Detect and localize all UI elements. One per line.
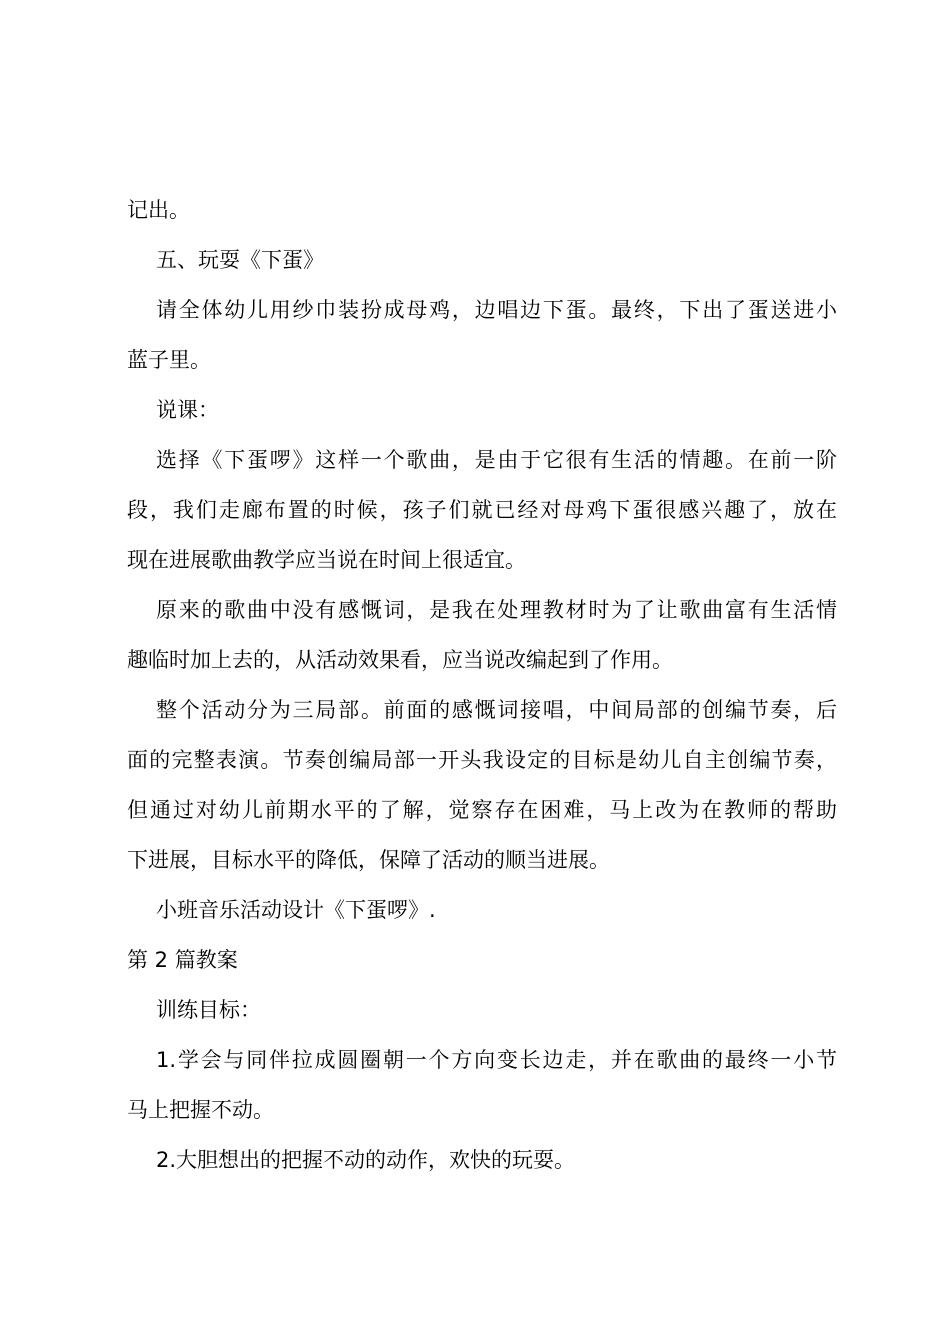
document-body — [127, 185, 837, 1185]
paragraph-line — [127, 435, 837, 485]
text-line: 第 2 篇教案 — [127, 948, 238, 972]
paragraph-line — [127, 735, 837, 785]
paragraph-line — [127, 535, 837, 585]
paragraph-line — [127, 885, 837, 935]
list-item — [127, 1035, 837, 1085]
paragraph-line — [127, 485, 837, 535]
text-line: 整个活动分为三局部。前面的感慨词接唱，中间局部的创编节奏，后 — [156, 698, 837, 722]
text-line: 但通过对幼儿前期水平的了解，觉察存在困难，马上改为在教师的帮助 — [127, 798, 837, 822]
text-line: 原来的歌曲中没有感慨词，是我在处理教材时为了让歌曲富有生活情 — [156, 598, 837, 622]
paragraph-continuation — [127, 185, 837, 235]
text-line: 蓝子里。 — [127, 348, 211, 372]
text-line: 马上把握不动。 — [127, 1098, 274, 1122]
text-line: 记出。 — [127, 198, 190, 222]
paragraph-line — [127, 835, 837, 885]
text-line: 选择《下蛋啰》这样一个歌曲，是由于它很有生活的情趣。在前一阶 — [156, 448, 837, 472]
text-line: 2.大胆想出的把握不动的动作，欢快的玩耍。 — [156, 1148, 576, 1172]
text-line: 1.学会与同伴拉成圆圈朝一个方向变长边走，并在歌曲的最终一小节 — [156, 1048, 837, 1072]
section-heading-goals — [127, 985, 837, 1035]
text-line: 小班音乐活动设计《下蛋啰》. — [156, 898, 436, 922]
text-line: 请全体幼儿用纱巾装扮成母鸡，边唱边下蛋。最终，下出了蛋送进小 — [156, 298, 837, 322]
text-line: 下进展，目标水平的降低，保障了活动的顺当进展。 — [127, 848, 610, 872]
paragraph-line — [127, 585, 837, 635]
paragraph-line — [127, 285, 837, 335]
text-line: 现在进展歌曲教学应当说在时间上很适宜。 — [127, 548, 526, 572]
text-line: 面的完整表演。节奏创编局部一开头我设定的目标是幼儿自主创编节奏， — [127, 748, 837, 772]
text-line: 段，我们走廊布置的时候，孩子们就已经对母鸡下蛋很感兴趣了，放在 — [127, 498, 837, 522]
list-item-continuation — [127, 1085, 837, 1135]
section-heading-lecture — [127, 385, 837, 435]
text-line: 趣临时加上去的，从活动效果看，应当说改编起到了作用。 — [127, 648, 673, 672]
paragraph-line — [127, 785, 837, 835]
text-line: 说课： — [156, 398, 219, 422]
text-line: 五、玩耍《下蛋》 — [156, 248, 324, 272]
paragraph-line — [127, 685, 837, 735]
paragraph-line — [127, 335, 837, 385]
text-line: 训练目标： — [156, 998, 261, 1022]
list-item — [127, 1135, 837, 1185]
section-heading-lesson-2 — [127, 935, 837, 985]
section-heading-play — [127, 235, 837, 285]
paragraph-line — [127, 635, 837, 685]
